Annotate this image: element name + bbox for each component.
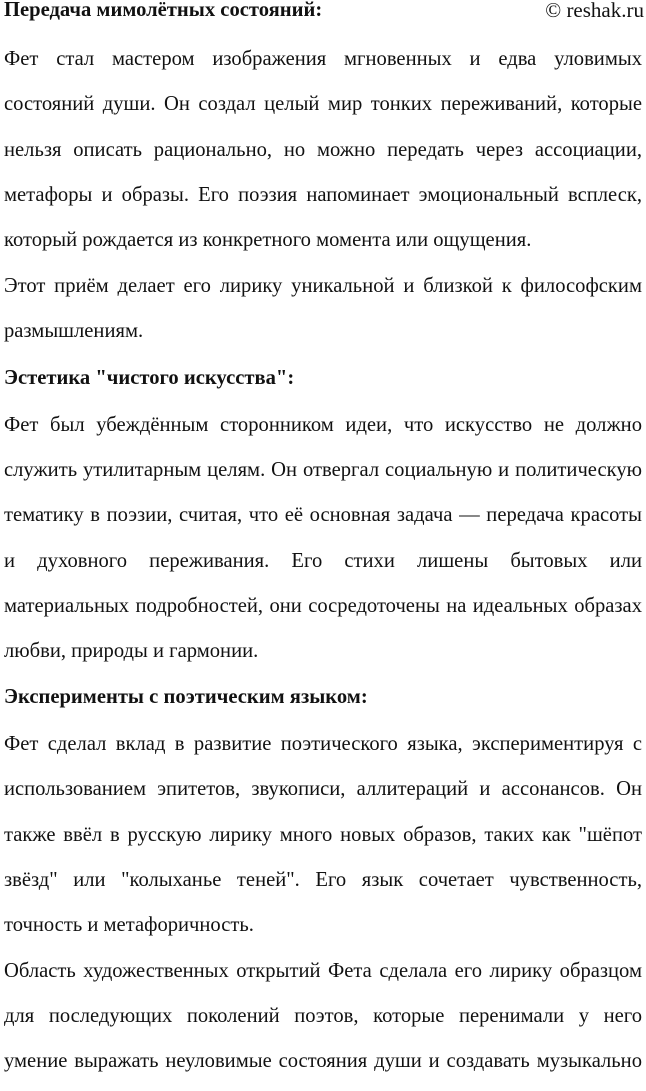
paragraph-line: состояний души. Он создал целый мир тонких переживаний, которые [4,93,642,115]
copyright-notice: © reshak.ru [545,0,644,22]
paragraph-line: который рождается из конкретного момента или ощущения. [4,229,532,251]
paragraph-line: любви, природы и гармонии. [4,640,259,662]
section-heading: Эстетика "чистого искусства": [4,367,295,389]
paragraph-line: также ввёл в русскую лирику много новых образов, таких как "шёпот [4,824,642,846]
paragraph-line: Фет сделал вклад в развитие поэтического языка, экспериментируя с [4,733,642,755]
paragraph-line: нельзя описать рационально, но можно передать через ассоциации, [4,139,642,161]
paragraph-line: материальных подробностей, они сосредоточены на идеальных образах [4,595,642,617]
paragraph-line: точность и метафоричность. [4,914,254,936]
paragraph-line: для последующих поколений поэтов, которые перенимали у него [4,1005,642,1027]
paragraph-line: Фет был убеждённым сторонником идеи, что искусство не должно [4,414,642,436]
paragraph-line: служить утилитарным целям. Он отвергал социальную и политическую [4,459,642,481]
paragraph-line: Этот приём делает его лирику уникальной и близкой к философским [4,275,642,297]
paragraph-line: и духовного переживания. Его стихи лишены бытовых или [4,550,642,572]
paragraph-line: Фет стал мастером изображения мгновенных и едва уловимых [4,48,642,70]
paragraph-line: Область художественных открытий Фета сделала его лирику образцом [4,960,642,982]
section-heading: Передача мимолётных состояний: [4,0,323,21]
paragraph-line: использованием эпитетов, звукописи, аллитераций и ассонансов. Он [4,778,642,800]
paragraph-line: звёзд" или "колыханье теней". Его язык сочетает чувственность, [4,869,642,891]
paragraph-line: размышлениям. [4,320,144,342]
paragraph-line: метафоры и образы. Его поэзия напоминает эмоциональный всплеск, [4,184,642,206]
section-heading: Эксперименты с поэтическим языком: [4,686,368,708]
paragraph-line: умение выражать неуловимые состояния души и создавать музыкально [4,1050,642,1072]
paragraph-line: тематику в поэзии, считая, что её основная задача — передача красоты [4,504,642,526]
